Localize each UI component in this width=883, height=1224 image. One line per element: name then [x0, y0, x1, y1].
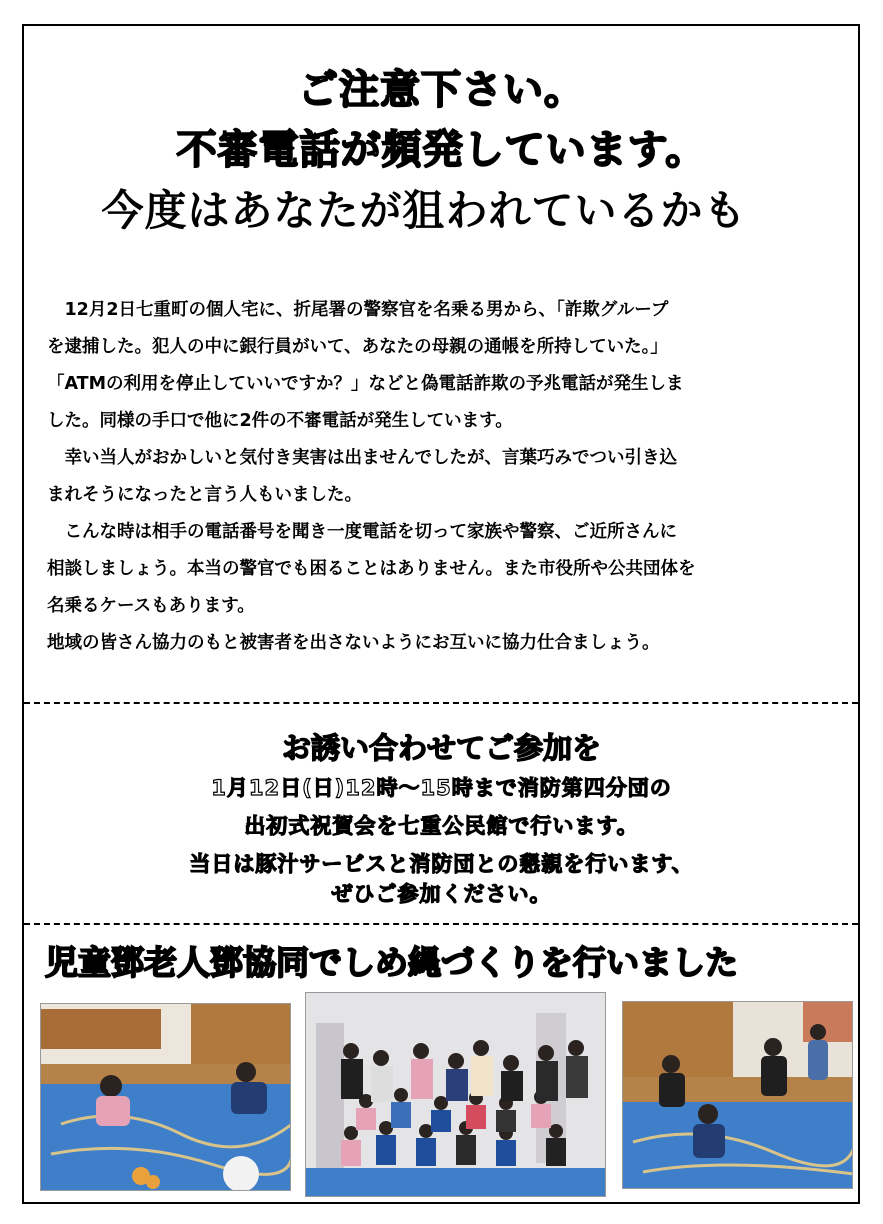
notice-line: 相談しましょう。本当の警官でも困ることはありません。また市役所や公共団体を: [47, 559, 696, 579]
event-line: 1月12日(日)12時～15時まで消防第四分団の: [211, 776, 672, 800]
event-title: お誘い合わせてご参加を: [281, 731, 601, 765]
warning-title-line3: 今度はあなたが狙われているかも: [101, 186, 747, 235]
photo-group: [305, 992, 606, 1197]
notice-line: まれそうになったと言う人もいました。: [47, 485, 362, 505]
notice-line: 幸い当人がおかしいと気付き実害は出ませんでしたが、言葉巧みでつい引き込: [47, 448, 677, 468]
notice-line: 「ATMの利用を停止していいですか？」などと偽電話詐欺の予兆電話が発生しま: [47, 374, 684, 394]
section-divider: [24, 923, 858, 925]
notice-body: [47, 292, 837, 662]
notice-line: 名乗るケースもあります。: [47, 596, 255, 616]
photo-illustration: [623, 1002, 853, 1189]
event-line: ぜひご参加ください。: [331, 882, 552, 906]
photo-illustration: [41, 1004, 291, 1191]
report-title: 児童鄧老人鄧協同でしめ縄づくりを行いました: [45, 943, 738, 982]
notice-line: 12月2日七重町の個人宅に、折尾署の警察官を名乗る男から、「詐欺グループ: [47, 300, 669, 320]
event-line: 当日は豚汁サービスと消防団との懇親を行います、: [189, 852, 694, 876]
warning-title-line1: ご注意下さい。: [298, 67, 585, 113]
photo-rope-making-room: [622, 1001, 853, 1189]
notice-line: 地域の皆さん協力のもと被害者を出さないようにお互いに協力仕合ましょう。: [47, 633, 660, 653]
photo-rope-making-floor: [40, 1003, 291, 1191]
event-line: 出初式祝賀会を七重公民館で行います。: [244, 814, 639, 838]
notice-line: こんな時は相手の電話番号を聞き一度電話を切って家族や警察、ご近所さんに: [47, 522, 677, 542]
notice-line: した。同様の手口で他に2件の不審電話が発生しています。: [47, 411, 513, 431]
notice-line: を逮捕した。犯人の中に銀行員がいて、あなたの母親の通帳を所持していた。」: [47, 337, 668, 357]
section-divider: [24, 702, 858, 704]
warning-title-line2: 不審電話が頻発しています。: [176, 127, 707, 173]
photo-illustration: [306, 993, 606, 1197]
